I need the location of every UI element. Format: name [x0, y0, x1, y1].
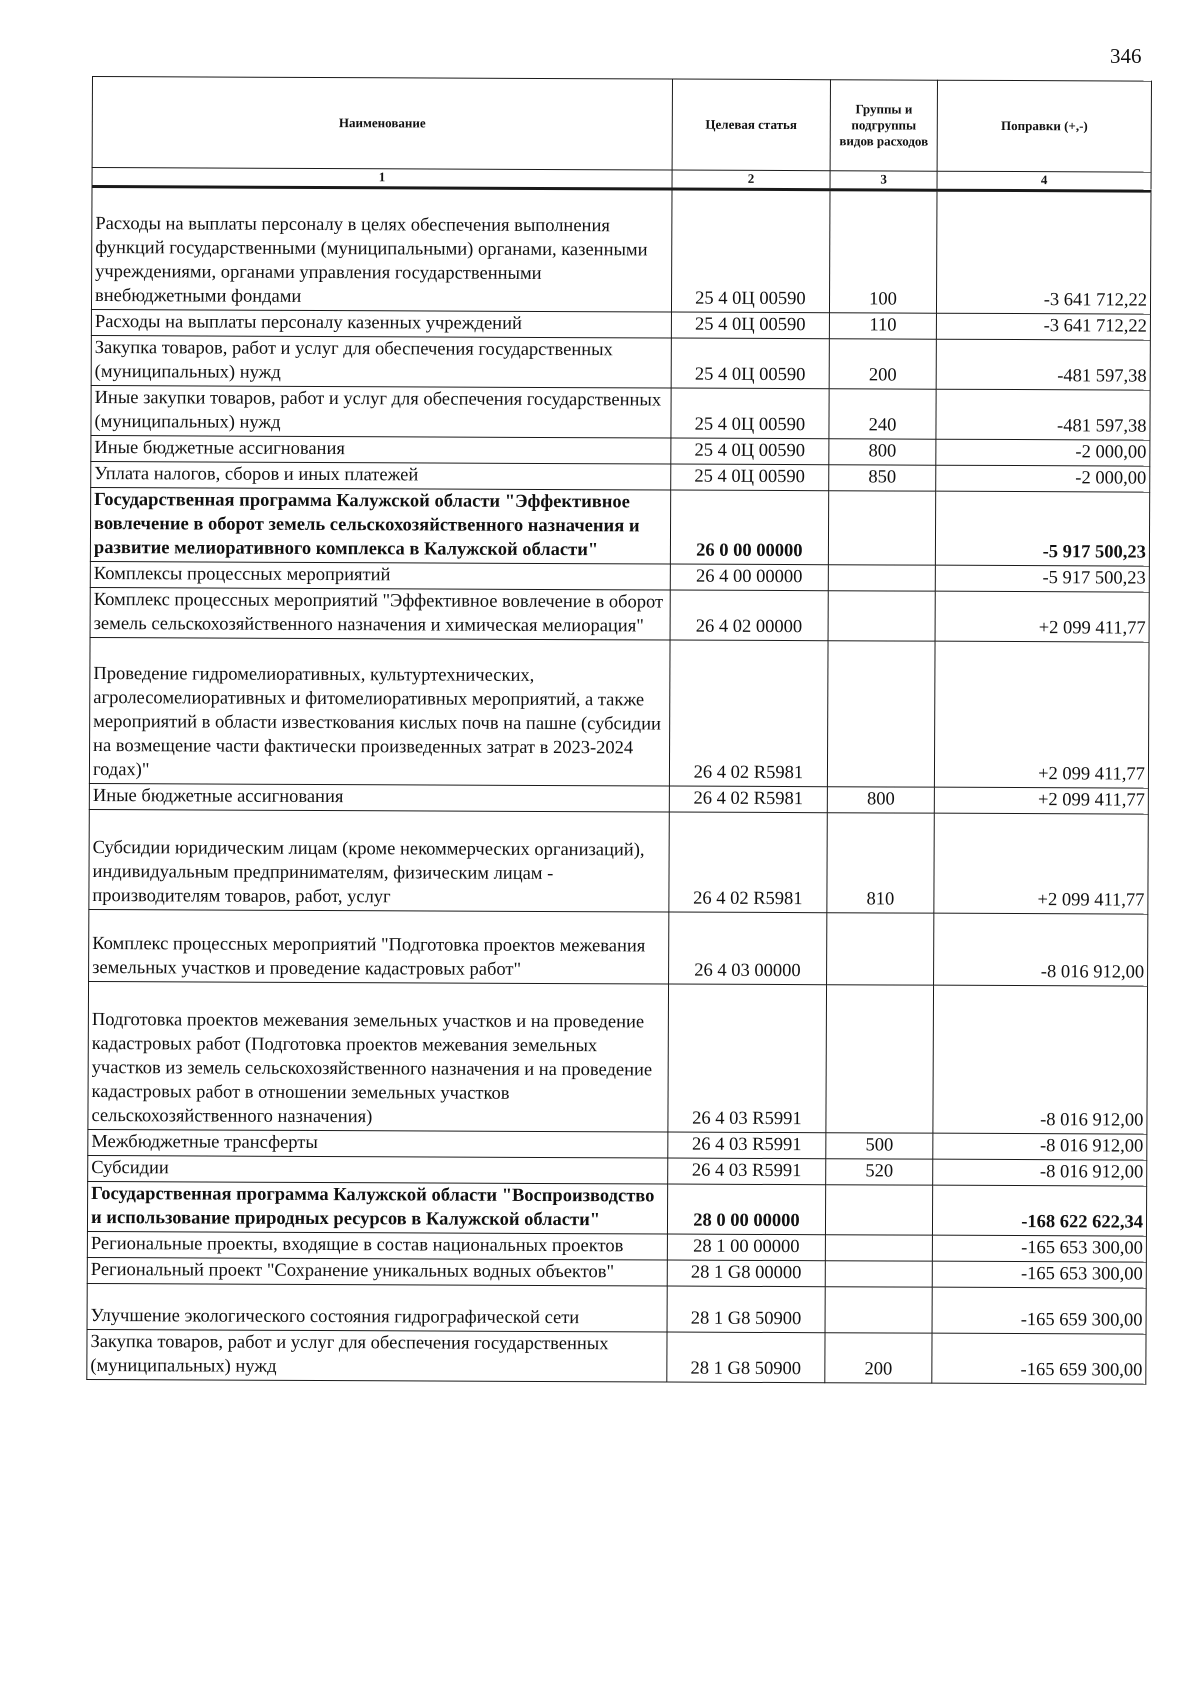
- row-name: Улучшение экологического состояния гидрографической сети: [87, 1283, 667, 1332]
- row-expense-group: [825, 1235, 933, 1261]
- row-expense-group: 100: [829, 190, 937, 313]
- row-amendment-amount: -165 653 300,00: [932, 1261, 1146, 1288]
- row-expense-group: [828, 591, 936, 641]
- row-name: Расходы на выплаты персоналу казенных учреждений: [91, 309, 671, 338]
- table-row: [91, 335, 1150, 390]
- row-target-code: 25 4 0Ц 00590: [671, 388, 829, 439]
- row-amendment-amount: +2 099 411,77: [935, 641, 1149, 788]
- row-expense-group: [828, 565, 936, 591]
- row-expense-group: 500: [826, 1133, 934, 1159]
- table-row: [87, 1181, 1146, 1236]
- row-name: Межбюджетные трансферты: [88, 1129, 668, 1158]
- header-target: Целевая статья: [672, 79, 830, 171]
- table-row: [91, 187, 1151, 315]
- row-target-code: 28 1 G8 50900: [667, 1286, 825, 1333]
- row-amendment-amount: +2 099 411,77: [934, 813, 1148, 914]
- row-target-code: 28 1 G8 50900: [667, 1332, 825, 1383]
- row-amendment-amount: -2 000,00: [936, 439, 1150, 466]
- row-expense-group: 800: [829, 439, 937, 465]
- row-name: Государственная программа Калужской области "Воспроизводство и использование природных ресурсов в Калужской области": [87, 1181, 667, 1234]
- row-name: Иные закупки товаров, работ и услуг для обеспечения государственных (муниципальных) нужд: [91, 385, 671, 438]
- row-expense-group: [825, 1261, 933, 1287]
- table-row: [89, 637, 1149, 788]
- row-amendment-amount: -3 641 712,22: [937, 190, 1151, 314]
- row-name: Комплекс процессных мероприятий "Эффективное вовлечение в оборот земель сельскохозяйственного назначения и химическая мелиорация": [90, 587, 670, 640]
- row-name: Расходы на выплаты персоналу в целях обеспечения выполнения функций государственными (муниципальными) органами, казенными учреждениями, органами управления государственными внебюджетными фондами: [91, 187, 671, 313]
- row-target-code: 25 4 0Ц 00590: [671, 438, 829, 465]
- row-amendment-amount: -2 000,00: [936, 465, 1150, 492]
- row-amendment-amount: -165 659 300,00: [932, 1333, 1146, 1384]
- row-target-code: 28 0 00 00000: [667, 1184, 825, 1235]
- row-target-code: 26 4 00 00000: [670, 564, 828, 591]
- row-name: Региональный проект "Сохранение уникальных водных объектов": [87, 1257, 667, 1286]
- row-target-code: 26 4 02 R5981: [669, 640, 828, 787]
- row-name: Региональные проекты, входящие в состав национальных проектов: [87, 1231, 667, 1260]
- header-group: Группы и подгруппы видов расходов: [830, 80, 938, 171]
- row-name: Государственная программа Калужской области "Эффективное вовлечение в оборот земель сельскохозяйственного назначения и развитие мелиоративного комплекса в Калужской области": [90, 487, 670, 564]
- row-target-code: 28 1 G8 00000: [667, 1260, 825, 1287]
- table-row: [87, 1329, 1146, 1384]
- row-amendment-amount: -8 016 912,00: [933, 985, 1147, 1134]
- row-target-code: 26 4 02 00000: [670, 590, 828, 641]
- row-name: Иные бюджетные ассигнования: [91, 435, 671, 464]
- row-expense-group: [825, 1185, 933, 1235]
- column-number: 3: [830, 171, 937, 190]
- row-expense-group: 850: [829, 465, 937, 491]
- table-row: [87, 1283, 1146, 1334]
- row-amendment-amount: -165 659 300,00: [932, 1287, 1146, 1334]
- row-name: Проведение гидромелиоративных, культуртехнических, агролесомелиоративных и фитомелиоративных мероприятий, а также мероприятий в области известкования кислых почв на пашне (субсидии на возмещение части фактически произведенных затрат в 2023-2024 годах)": [89, 637, 670, 786]
- column-number: 2: [672, 170, 830, 190]
- table-row: [88, 981, 1148, 1134]
- row-target-code: 25 4 0Ц 00590: [671, 338, 829, 389]
- row-target-code: 26 4 03 R5991: [668, 1132, 826, 1159]
- row-name: Комплексы процессных мероприятий: [90, 561, 670, 590]
- row-expense-group: 110: [829, 313, 937, 339]
- row-target-code: 25 4 0Ц 00590: [671, 189, 829, 313]
- header-amendment: Поправки (+,-): [937, 80, 1151, 172]
- table-row: [90, 587, 1149, 642]
- row-expense-group: 200: [825, 1333, 933, 1383]
- row-name: Закупка товаров, работ и услуг для обеспечения государственных (муниципальных) нужд: [91, 335, 671, 388]
- row-expense-group: 810: [827, 813, 935, 913]
- row-name: Уплата налогов, сборов и иных платежей: [91, 461, 671, 490]
- row-amendment-amount: -5 917 500,23: [936, 491, 1150, 566]
- row-amendment-amount: -8 016 912,00: [933, 1159, 1147, 1186]
- row-name: Комплекс процессных мероприятий "Подготовка проектов межевания земельных участков и проведение кадастровых работ": [89, 909, 669, 984]
- row-amendment-amount: -168 622 622,34: [933, 1185, 1147, 1236]
- row-name: Иные бюджетные ассигнования: [89, 783, 669, 812]
- row-target-code: 26 4 02 R5981: [669, 812, 827, 913]
- row-name: Субсидии: [88, 1155, 668, 1184]
- row-target-code: 26 0 00 00000: [670, 490, 828, 565]
- header-name: Наименование: [92, 77, 672, 171]
- row-expense-group: 240: [829, 389, 937, 439]
- row-target-code: 26 4 03 R5991: [668, 984, 827, 1133]
- table-row: [89, 909, 1148, 986]
- table-row: [90, 487, 1149, 566]
- row-amendment-amount: -3 641 712,22: [937, 313, 1151, 340]
- column-number: 4: [937, 171, 1151, 191]
- row-target-code: 26 4 02 R5981: [669, 786, 827, 813]
- header-row: [92, 77, 1151, 173]
- row-expense-group: 520: [826, 1159, 934, 1185]
- row-amendment-amount: -481 597,38: [936, 339, 1150, 390]
- column-number: 1: [92, 168, 672, 190]
- row-target-code: 25 4 0Ц 00590: [671, 312, 829, 339]
- row-name: Закупка товаров, работ и услуг для обеспечения государственных (муниципальных) нужд: [87, 1329, 667, 1382]
- row-amendment-amount: +2 099 411,77: [935, 591, 1149, 642]
- row-amendment-amount: -5 917 500,23: [935, 565, 1149, 592]
- row-expense-group: [826, 913, 934, 985]
- row-expense-group: 800: [827, 787, 935, 813]
- page-number: 346: [1110, 44, 1142, 68]
- row-target-code: 25 4 0Ц 00590: [671, 464, 829, 491]
- row-expense-group: [825, 1287, 933, 1333]
- row-expense-group: 200: [829, 339, 937, 389]
- row-target-code: 26 4 03 R5991: [668, 1158, 826, 1185]
- row-amendment-amount: -8 016 912,00: [934, 913, 1148, 986]
- row-expense-group: [826, 985, 934, 1133]
- row-name: Субсидии юридическим лицам (кроме некоммерческих организаций), индивидуальным предпринимателям, физическим лицам - производителям товаров, работ, услуг: [89, 809, 669, 912]
- row-amendment-amount: -481 597,38: [936, 389, 1150, 440]
- table-row: [89, 809, 1148, 914]
- row-amendment-amount: +2 099 411,77: [935, 787, 1149, 814]
- row-amendment-amount: -165 653 300,00: [933, 1235, 1147, 1262]
- row-amendment-amount: -8 016 912,00: [933, 1133, 1147, 1160]
- row-name: Подготовка проектов межевания земельных участков и на проведение кадастровых работ (Подготовка проектов межевания земельных участков из земель сельскохозяйственного назначения и на проведение кадастровых работ в отношении земельных участков сельскохозяйственного назначения): [88, 981, 669, 1132]
- row-expense-group: [828, 491, 936, 565]
- row-expense-group: [827, 641, 935, 787]
- table-row: [91, 385, 1150, 440]
- row-target-code: 28 1 00 00000: [667, 1234, 825, 1261]
- row-target-code: 26 4 03 00000: [669, 912, 827, 985]
- budget-amendments-table: [86, 76, 1152, 1385]
